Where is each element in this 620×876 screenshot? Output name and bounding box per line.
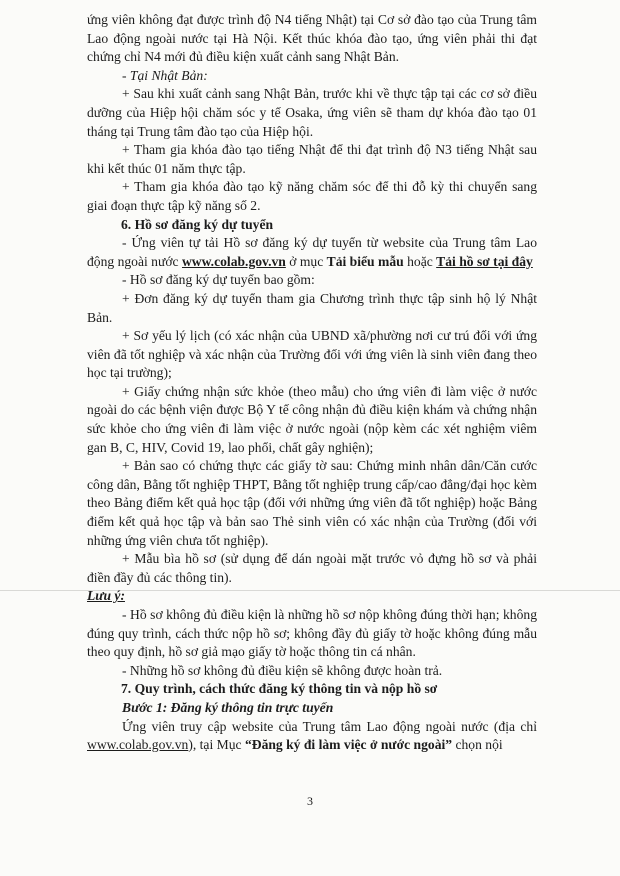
note-heading: Lưu ý:: [87, 588, 125, 604]
paragraph: - Những hồ sơ không đủ điều kiện sẽ không được hoàn trả.: [122, 662, 443, 678]
paragraph: ứng viên không đạt được trình độ N4 tiếng Nhật) tại Cơ sở đào tạo của Trung tâm Lao động ngoài nước tại Hà Nội. Kết thúc khóa đào tạo, ứng viên phải thi đạt chứng chỉ N4 mới đủ điều kiện xuất cảnh sang Nhật Bản.: [87, 12, 537, 65]
section-heading-7: 7. Quy trình, cách thức đăng ký thông tin và nộp hồ sơ: [121, 681, 438, 697]
subheading-in-japan: - Tại Nhật Bản:: [122, 67, 208, 83]
paragraph: - Hồ sơ đăng ký dự tuyển bao gồm:: [122, 272, 315, 288]
website-link[interactable]: www.colab.gov.vn: [87, 737, 189, 753]
download-dossier-link[interactable]: Tải hồ sơ tại đây: [436, 253, 533, 269]
paragraph: + Sau khi xuất cảnh sang Nhật Bản, trước khi về thực tập tại các cơ sở điều dưỡng của Hiệp hội chăm sóc y tế Osaka, ứng viên sẽ tham dự khóa đào tạo 01 tháng tại Trung tâm đào tạo của Hiệp hội.: [87, 86, 537, 139]
form-download-label: Tải biểu mẫu: [326, 253, 404, 269]
website-link[interactable]: www.colab.gov.vn: [181, 253, 286, 269]
paragraph: - Hồ sơ không đủ điều kiện là những hồ sơ nộp không đúng thời hạn; không đúng quy trình, cách thức nộp hồ sơ; không đầy đủ giấy tờ hoặc không đúng mẫu theo quy định, hồ sơ giả mạo giấy tờ hoặc thông tin cá nhân.: [87, 607, 537, 660]
page-number: 3: [307, 794, 313, 808]
paragraph: + Tham gia khóa đào tạo tiếng Nhật để thi đạt trình độ N3 tiếng Nhật sau khi kết thúc 01 năm thực tập.: [87, 142, 537, 176]
document-body: [87, 11, 537, 755]
list-item: + Đơn đăng ký dự tuyển tham gia Chương trình thực tập sinh hộ lý Nhật Bản.: [87, 290, 537, 325]
list-item: + Bản sao có chứng thực các giấy tờ sau: Chứng minh nhân dân/Căn cước công dân, Bằng tốt nghiệp THPT, Bằng tốt nghiệp trung cấp/cao đẳng/đại học kèm theo Bảng điểm kết quả học tập (đối với những ứng viên đã tốt nghiệp) hoặc Bảng điểm kết quả học tập và bản sao Thẻ sinh viên có xác nhận của Trường (đối với những ứng viên chưa tốt nghiệp).: [87, 458, 537, 548]
list-item: + Giấy chứng nhận sức khỏe (theo mẫu) cho ứng viên đi làm việc ở nước ngoài do các bệnh viện được Bộ Y tế công nhận đủ điều kiện khám và chứng nhận sức khỏe cho ứng viên đi làm việc ở nước ngoài (nộp kèm các xét nghiệm viêm gan B, C, HIV, Covid 19, lao phổi, chất gây nghiện);: [87, 383, 537, 455]
paragraph: Ứng viên truy cập website của Trung tâm Lao động ngoài nước (địa chỉ www.colab.gov.vn), tại Mục “Đăng ký đi làm việc ở nước ngoài” chọn nội: [87, 718, 537, 753]
menu-item-label: “Đăng ký đi làm việc ở nước ngoài”: [244, 737, 453, 753]
list-item: + Mẫu bìa hồ sơ (sử dụng để dán ngoài mặt trước vỏ đựng hồ sơ và phải điền đầy đủ các thông tin).: [87, 551, 537, 585]
list-item: + Sơ yếu lý lịch (có xác nhận của UBND xã/phường nơi cư trú đối với ứng viên đã tốt nghiệp và xác nhận của Trường đối với ứng viên là sinh viên đang theo học tại trường);: [87, 328, 537, 381]
paragraph: - Ứng viên tự tải Hồ sơ đăng ký dự tuyển từ website của Trung tâm Lao động ngoài nước www.colab.gov.vn ở mục Tải biểu mẫu hoặc Tải hồ sơ tại đây: [87, 235, 537, 269]
paragraph: + Tham gia khóa đào tạo kỹ năng chăm sóc để thi đỗ kỳ thi chuyển sang giai đoạn thực tập kỹ năng số 2.: [87, 179, 537, 213]
step-heading: Bước 1: Đăng ký thông tin trực tuyến: [122, 699, 334, 715]
section-heading-6: 6. Hồ sơ đăng ký dự tuyển: [121, 216, 274, 232]
